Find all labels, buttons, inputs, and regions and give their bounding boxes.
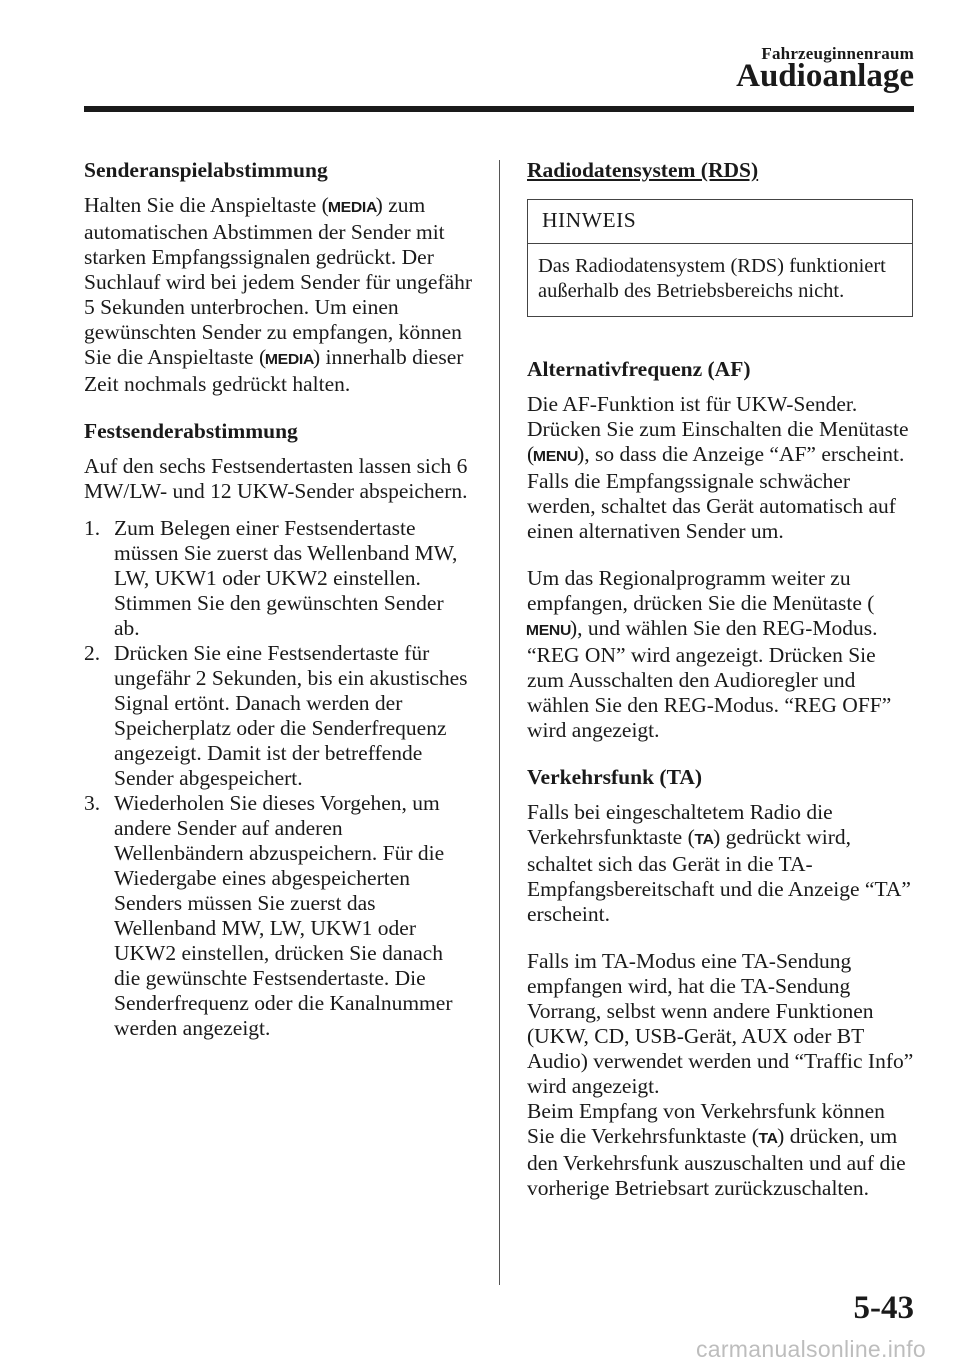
list-number: 3. bbox=[84, 791, 101, 815]
paragraph-af-2: Um das Regionalprogramm weiter zu empfangen, drücken Sie die Menütaste (MENU), und wählen Sie den REG-Modus. “REG ON” wird angezeigt. Drücken Sie zum Ausschalten den Audioregler und wählen Sie den REG-Modus. “REG OFF” wird angezeigt. bbox=[525, 566, 892, 742]
left-column bbox=[84, 158, 474, 1041]
list-number: 2. bbox=[84, 641, 101, 665]
heading-senderanspielabstimmung: Senderanspielabstimmung bbox=[84, 158, 328, 182]
header-rule bbox=[84, 106, 914, 112]
paragraph-ta-2: Falls im TA-Modus eine TA-Sendung empfangen wird, hat die TA-Sendung Vorrang, selbst wenn andere Funktionen (UKW, CD, USB-Gerät, AUX oder BT Audio) verwendet werden und “Traffic Info” wird angezeigt. bbox=[527, 949, 914, 1098]
list-item bbox=[84, 641, 474, 791]
right-column bbox=[527, 158, 917, 1201]
note-box bbox=[527, 199, 913, 317]
ta-button-icon: TA bbox=[758, 1130, 778, 1147]
header-section: Fahrzeuginnenraum bbox=[761, 44, 914, 63]
list-text: Drücken Sie eine Festsendertaste für ungefähr 2 Sekunden, bis ein akustisches Signal ertönt. Danach werden der Speicherplatz oder die Senderfrequenz angezeigt. Damit ist der betreffende Sender abgespeichert. bbox=[114, 641, 468, 790]
menu-button-icon: MENU bbox=[533, 448, 579, 465]
paragraph-festsender-intro: Auf den sechs Festsendertasten lassen sich 6 MW/LW- und 12 UKW-Sender abspeichern. bbox=[84, 454, 468, 503]
heading-ta: Verkehrsfunk (TA) bbox=[527, 765, 703, 789]
page-number: 5-43 bbox=[853, 1290, 914, 1326]
list-item bbox=[84, 791, 474, 1041]
heading-festsenderabstimmung: Festsenderabstimmung bbox=[84, 419, 298, 443]
media-button-icon: MEDIA bbox=[264, 351, 315, 368]
list-number: 1. bbox=[84, 516, 101, 540]
note-text: Das Radiodatensystem (RDS) funktioniert außerhalb des Betriebsbereichs nicht. bbox=[538, 255, 886, 302]
paragraph-ta-1: Falls bei eingeschaltetem Radio die Verkehrsfunktaste (TA) gedrückt wird, schaltet sich das Gerät in die TA-Empfangsbereitschaft und die Anzeige “TA” erscheint. bbox=[527, 800, 911, 926]
note-title: HINWEIS bbox=[528, 200, 912, 244]
heading-rds: Radiodatensystem (RDS) bbox=[527, 158, 759, 182]
list-text: Wiederholen Sie dieses Vorgehen, um andere Sender auf anderen Wellenbändern abzuspeichern. Für die Wiedergabe eines abgespeicherten Senders müssen Sie zuerst das Wellenband MW, LW, UKW1 oder UKW2 einstellen, drücken Sie danach die gewünschte Festsendertaste. Die Senderfrequenz oder die Kanalnummer werden angezeigt. bbox=[114, 791, 453, 1040]
watermark: carmanualsonline.info bbox=[695, 1336, 926, 1362]
header-title: Audioanlage bbox=[736, 58, 914, 94]
list-item bbox=[84, 516, 474, 641]
heading-af: Alternativfrequenz (AF) bbox=[527, 357, 751, 381]
media-button-icon: MEDIA bbox=[327, 199, 377, 216]
menu-button-icon: MENU bbox=[525, 622, 572, 639]
list-text: Zum Belegen einer Festsendertaste müssen Sie zuerst das Wellenband MW, LW, UKW1 oder UKW2 einstellen. Stimmen Sie den gewünschten Sender ab. bbox=[114, 516, 458, 640]
paragraph-anspieltaste: Halten Sie die Anspieltaste (MEDIA) zum automatischen Abstimmen der Sender mit starken Empfangssignalen gedrückt. Der Suchlauf wird bei jedem Sender für ungefähr 5 Sekunden unterbrochen. Um einen gewünschten Sender zu empfangen, können Sie die Anspieltaste (MEDIA) innerhalb dieser Zeit nochmals gedrückt halten. bbox=[84, 193, 473, 396]
numbered-list bbox=[84, 516, 474, 1041]
ta-button-icon: TA bbox=[694, 831, 714, 848]
paragraph-ta-3: Beim Empfang von Verkehrsfunk können Sie die Verkehrsfunktaste (TA) drücken, um den Verkehrsfunk auszuschalten und auf die vorherige Betriebsart zurückzuschalten. bbox=[527, 1099, 906, 1200]
paragraph-af-1: Die AF-Funktion ist für UKW-Sender. Drücken Sie zum Einschalten die Menütaste (MENU), so dass die Anzeige “AF” erscheint. Falls die Empfangssignale schwächer werden, schaltet das Gerät automatisch auf einen alternativen Sender um. bbox=[527, 392, 909, 543]
column-divider bbox=[499, 160, 500, 1285]
